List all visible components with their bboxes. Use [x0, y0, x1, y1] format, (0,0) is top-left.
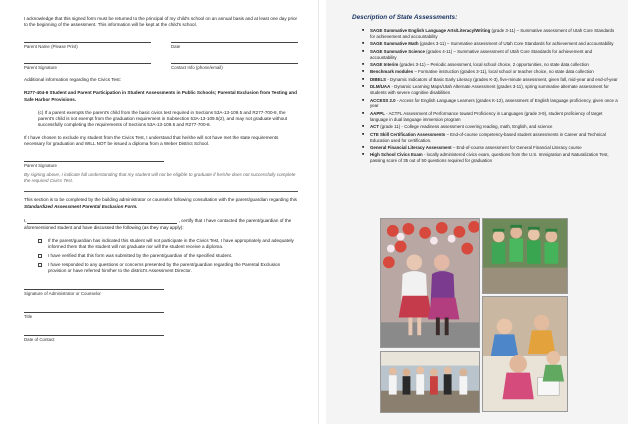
- acknowledgement-text: I acknowledge that this signed form must be returned to the principal of my child's school on an annual basis and at least one day prior to the beginning of the assessment. This information will be kept at the child's school.: [24, 16, 298, 28]
- option-2-checkbox[interactable]: [38, 254, 42, 258]
- certifier-name-field[interactable]: [27, 217, 177, 224]
- assessment-name: SAGE Summative Science: [370, 48, 425, 54]
- assessment-item: [362, 28, 618, 40]
- assessment-name: Benchmark modules: [370, 69, 414, 75]
- assessment-name: SAGE Summative Math: [370, 41, 419, 47]
- contact-info-field[interactable]: [171, 56, 298, 64]
- option-2-text: I have verified that this form was submitted by the parent/guardian of the specified student.: [48, 252, 233, 258]
- assessment-desc: - Dynamic Indicators of Basic Early Literacy (grades K-3), five-minute assessment, given fall, mid-year and end-of-year: [387, 76, 618, 82]
- contact-date-field[interactable]: [24, 328, 164, 336]
- assessment-desc: - Dynamic Learning Maps/Utah Alternate Assessment (grades 3-11), spring summative alternate assessment for students with severe cognitive disabilities: [370, 84, 609, 96]
- title-label: Title: [24, 314, 33, 320]
- assessment-name: ACT: [370, 124, 380, 130]
- photo-students-outdoor: [380, 351, 480, 413]
- assessment-name: AAPPL: [370, 110, 385, 116]
- admin-signature-block: [24, 282, 298, 297]
- assessment-desc: – Formative instruction (grades 3-11), local school or teacher choice, no state data collection: [414, 69, 594, 75]
- assessment-name: CTE Skill Certification Assessments: [370, 131, 446, 137]
- section-divider: [24, 191, 298, 192]
- assessment-desc: - locally administered civics exam, questions from the U.S. Immigration and Naturalization Test, passing score of 35 out of 50 questions required for graduation: [370, 152, 609, 164]
- photo-two-women-costumes: [380, 218, 480, 348]
- rule-text: (c) If a parent exempts the parent's child from the basic civics test required in Sections 53A-13-109.5 and R277-700-8, the parent's child is not exempt from the graduation requirement in Subsection 53A-13-109.5(2), and may not graduate without successfully completing the requirements of Sections 53A-13-109.5 and R277-700-8.: [38, 109, 288, 127]
- certify-line-2: aforementioned student and have discussed the following (as they may apply):: [24, 224, 184, 230]
- certify-start: I,: [24, 217, 27, 223]
- option-3: [24, 262, 298, 274]
- option-2: [24, 253, 298, 259]
- admin-signature-field[interactable]: [24, 282, 164, 290]
- date-field[interactable]: [171, 35, 298, 43]
- assessment-desc: - Access for English Language Learners (grades K-12), assessment of English language proficiency, given once a year: [370, 97, 618, 109]
- parent-signature-row: [24, 56, 298, 71]
- admin-signature-label: Signature of Administrator or Counselor: [24, 291, 101, 297]
- assessment-item: [362, 77, 618, 83]
- civics-info-text: Additional information regarding the Civics Test:: [24, 77, 121, 83]
- assessments-heading: Description of State Assessments:: [352, 14, 458, 21]
- assessment-name: General Financial Literacy Assessment: [370, 144, 452, 150]
- assessment-desc: – End-of-course assessment for General Financial Literacy course: [452, 144, 582, 150]
- assessment-name: DLM/UAA: [370, 84, 391, 90]
- title-block: [24, 305, 298, 320]
- assessment-item: [362, 111, 618, 123]
- exclusion-consequence-text: If I have chosen to exclude my student from the Civics Test, I understand that he/she will not have met the state requirements necessary for graduation and WILL NOT be issued a diploma from a Weber District School.: [24, 134, 279, 147]
- assessment-item: [362, 62, 618, 68]
- assessment-desc: (grades 3-11) – Periodic assessment, local school choice, 2 opportunities, no state data collection: [399, 62, 589, 68]
- page-divider: [318, 0, 319, 424]
- assessment-name: High School Civics Exam: [370, 152, 423, 158]
- certify-line: [24, 217, 298, 224]
- assessment-list: [350, 28, 618, 164]
- parent-signature-2-block: [24, 154, 298, 169]
- parent-signature-2-field[interactable]: [24, 154, 164, 162]
- parent-signature-label: Parent Signature: [24, 65, 57, 71]
- assessment-item: [362, 84, 618, 96]
- assessment-desc: (grades 3-11) – Summative assessment of Utah Core Standards for achievement and accountability: [419, 41, 614, 47]
- assessment-name: SAGE Summative English Language Arts/Literacy/Writing: [370, 28, 491, 33]
- parent-name-row: [24, 35, 298, 50]
- assessment-name: ACCESS 2.0: [370, 97, 396, 103]
- contact-info-label: Contact Info (phone/email): [171, 65, 223, 71]
- photo-kids-classroom: [482, 296, 568, 412]
- option-1-checkbox[interactable]: [38, 239, 42, 243]
- assessment-item: [362, 69, 618, 75]
- assessment-desc: - ACTFL Assessment of Performance toward Proficiency in Languages (grade 3-9), student proficiency of target language in dual language immersion program: [370, 110, 603, 122]
- assessment-item: [362, 98, 618, 110]
- signing-note: By signing above, I indicate full understanding that my student will not be eligible to graduate if he/she does not successfully complete the required Civics Test.: [24, 172, 296, 184]
- photo-kids-green-shirts: [482, 218, 568, 294]
- assessment-desc: (grade 11) - College readiness assessment covering reading, math, English, and science: [380, 124, 553, 130]
- contact-date-label: Date of Contact: [24, 337, 55, 343]
- assessment-item: [362, 145, 618, 151]
- assessment-item: [362, 152, 618, 164]
- parent-name-label: Parent Name (Please Print): [24, 44, 78, 50]
- option-3-text: I have responded to any questions or concerns presented by the parent/guardian regarding the Parental Exclusion provision or have referred him/her to the district's Assessment Director.: [48, 261, 281, 274]
- assessment-item: [362, 41, 618, 47]
- section-intro-text: This section is to be completed by the building administrator or counselor following consultation with the parent/guardian regarding this: [24, 197, 297, 203]
- assessment-desc: (grade 3-11) – Summative assessment of Utah Core Standards for achievement and accountability: [370, 28, 615, 39]
- option-1: [24, 238, 298, 250]
- parent-name-field[interactable]: [24, 35, 151, 43]
- option-1-text: If the parent/guardian has indicated this student will not participate in the Civics Test, I have appropriately and adequately informed them that the student will not graduate nor will the student receive a diploma.: [48, 237, 294, 249]
- assessment-item: [362, 49, 618, 61]
- section-intro: [24, 197, 298, 209]
- assessment-desc: – End-of-course competency-based student assessments in Career and Technical Education used for certification.: [370, 131, 606, 143]
- assessment-name: SAGE Interim: [370, 62, 399, 68]
- assessment-desc: (grades 4-11) – Summative assessment of Utah Core Standards for achievement and accountability: [370, 48, 593, 60]
- assessment-name: DIBELS: [370, 76, 387, 82]
- section-form-name: Standardized Assessment Parental Exclusion Form.: [24, 203, 138, 209]
- title-field[interactable]: [24, 305, 164, 313]
- parent-signature-field[interactable]: [24, 56, 151, 64]
- assessment-item: [362, 124, 618, 130]
- contact-date-block: [24, 328, 298, 343]
- rule-title: R277-404-6 Student and Parent Participation in Student Assessments in Public Schools; Parental Exclusion from Testing and Safe Harbor Provisions.: [24, 90, 297, 102]
- certify-end: , certify that I have contacted the parent/guardian of the: [178, 217, 292, 223]
- parent-signature-2-label: Parent Signature: [24, 163, 57, 169]
- assessment-item: [362, 132, 618, 144]
- date-label: Date: [171, 44, 181, 50]
- option-3-checkbox[interactable]: [38, 263, 42, 267]
